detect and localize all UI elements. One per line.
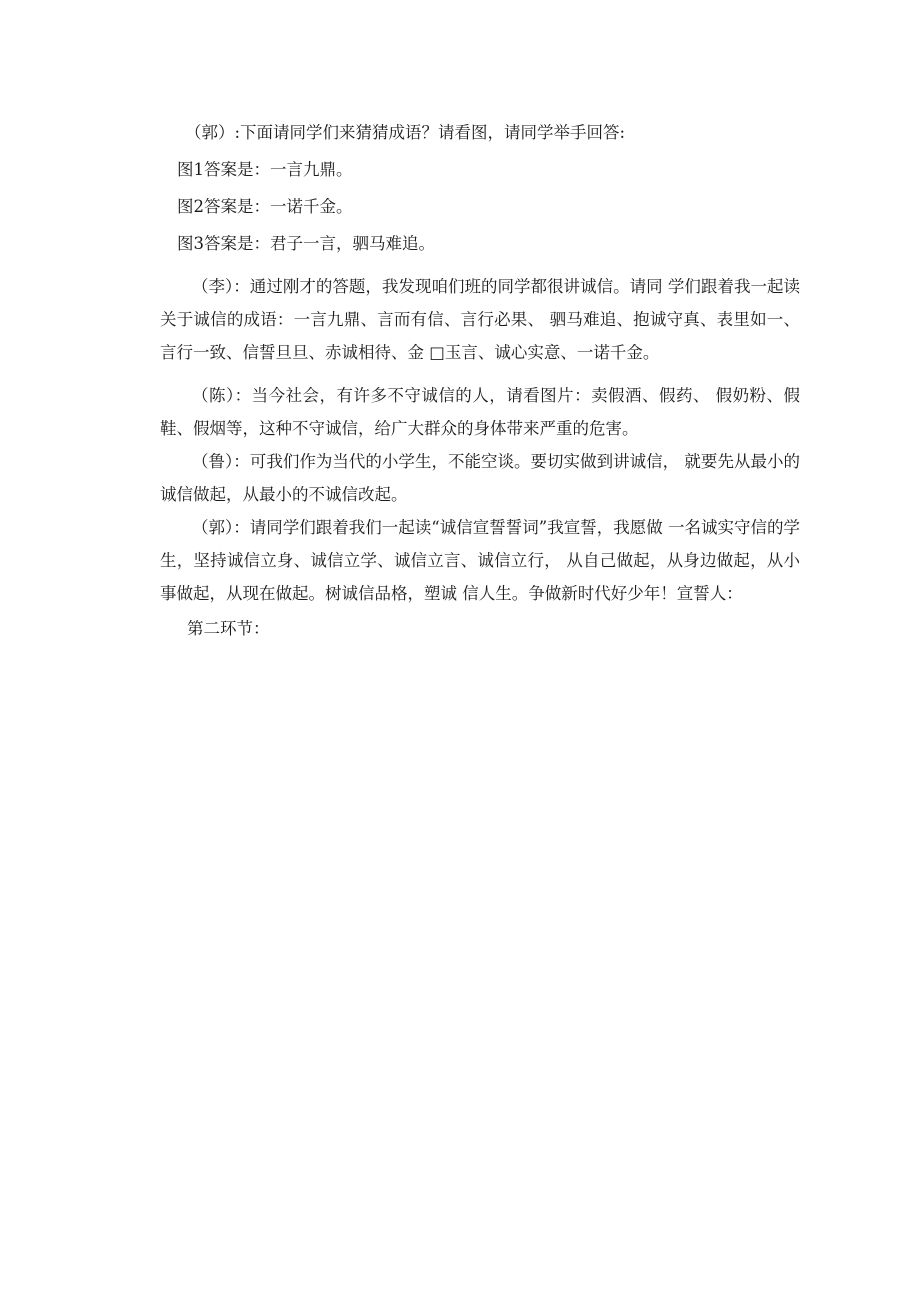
paragraph-lu: （鲁）：可我们作为当代的小学生，不能空谈。要切实做到讲诚信， 就要先从最小的诚信做起，从最小的不诚信改起。 [160,452,800,504]
document-body [160,116,800,645]
paragraph-li: （李）：通过刚才的答题，我发现咱们班的同学都很讲诚信。请同 学们跟着我一起读关于诚信的成语：一言九鼎、言而有信、言行必果、 驷马难追、抱诚守真、表里如一、言行一致、信誓旦旦、赤诚相待、金 □玉言、诚心实意、一诺千金。 [160,277,800,362]
answer-2: 图2答案是：一诺千金。 [177,197,353,216]
answer-3: 图3答案是：君子一言，驷马难追。 [177,234,435,253]
paragraph-chen: （陈）：当今社会，有许多不守诚信的人，请看图片：卖假酒、假药、 假奶粉、假鞋、假烟等，这种不守诚信，给广大群众的身体带来严重的危害。 [160,386,800,438]
section-heading-2: 第二环节： [187,619,270,638]
paragraph-guo-oath: （郭）：请同学们跟着我们一起读“诚信宣誓誓词”我宣誓，我愿做 一名诚实守信的学生，坚持诚信立身、诚信立学、诚信立言、诚信立行， 从自己做起，从身边做起，从小事做起，从现在做起。树诚信品格，塑诚 信人生。争做新时代好少年！宣誓人： [160,518,800,603]
paragraph-guo-intro: （郭）:下面请同学们来猜猜成语？请看图，请同学举手回答: [185,123,626,142]
answer-1: 图1答案是：一言九鼎。 [177,160,353,179]
